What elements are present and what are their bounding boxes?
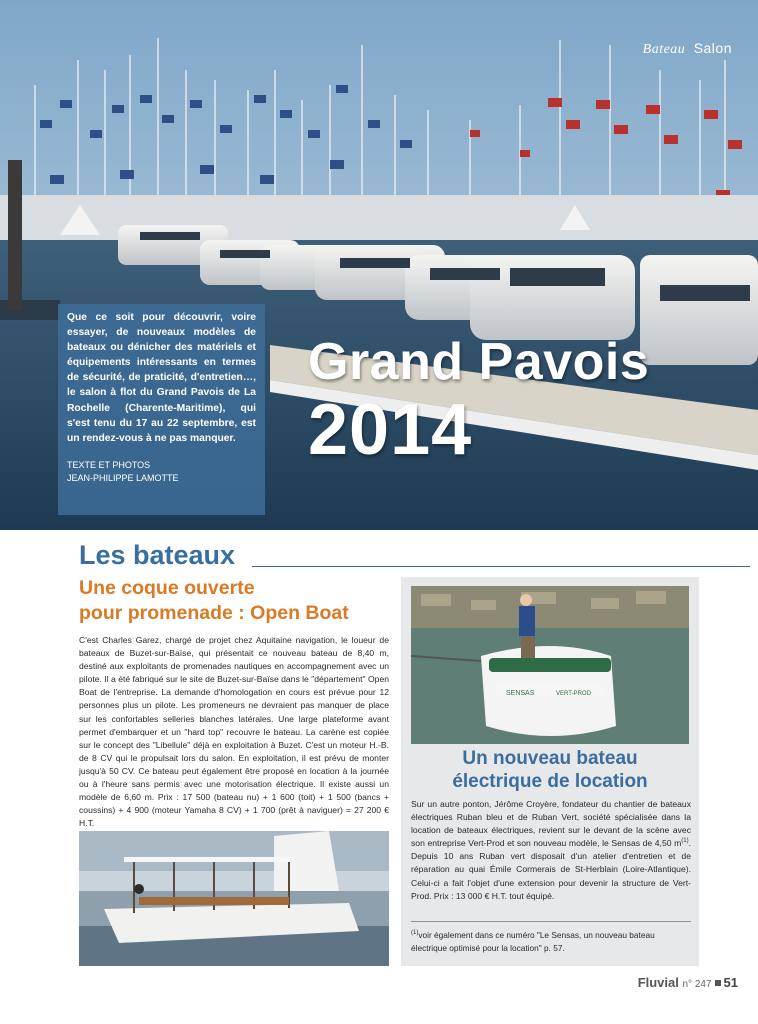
boat-brand-text: VERT-PROD xyxy=(556,691,591,697)
section-name: Salon xyxy=(693,40,732,56)
footnote-text: voir également dans ce numéro "Le Sensas, un nouveau bateau électrique optimisé pour la location" p. 57. xyxy=(411,930,655,953)
sidebar-title-line-2: électrique de location xyxy=(452,771,648,792)
article-body-left: C'est Charles Garez, chargé de projet chez Aquitaine navigation, le loueur de bateaux de Buzet-sur-Baïse, qui présentait ce nouveau bateau de 8,40 m, destiné aux exploitants de promenades nautiques en accompagnement avec un pilote. Il a été fabriqué sur le site de Buzet-sur-Baïse dans le "département" Open Boat de l'entreprise. La demande d'homologation en cours est prévue pour 12 personnes plus un pilote. Les promeneurs ne devraient pas manquer de place sur les confortables selleries blanches latérales. Une large plateforme avant permet d'embarquer et un "hard top" recouvre le bateau. La carène est copiée sur le concept des "Libellule" déjà en exploitation à Buzet. C'est un moteur H.-B. de 8 CV qui le propulsait lors du salon. En exploitation, il est prévu de monter jusqu'à 50 CV. Ce bateau peut également être proposé en location à la journée ou à l'heure sans permis avec une motorisation électrique. Il existe aussi un modèle de 6,60 m. Prix : 17 500 (bateau nu) + 1 600 (toit) + 1 500 (bancs + coussins) + 4 900 (moteur Yamaha 8 CV) + 1 700 (prêt à naviguer) = 27 200 € H.T. xyxy=(79,635,389,829)
open-boat-photo xyxy=(79,831,389,966)
headline-year: 2014 xyxy=(308,390,473,470)
body-right-part-1: Sur un autre ponton, Jérôme Croyère, fondateur du chantier de bateaux électriques Ruban bleu et de Ruban Vert, société spécialisée dans la location de bateaux électriques, revient sur le devant de la scène avec son entreprise Vert-Prod et son nouveau modèle, le Sensas de 4,50 m xyxy=(411,799,691,849)
footer-issue: n° 247 xyxy=(682,979,712,990)
sidebar-title xyxy=(401,747,699,793)
section-label xyxy=(643,40,732,58)
page-number: 51 xyxy=(723,975,738,990)
footer-magazine: Fluvial xyxy=(637,975,679,990)
credits-name: JEAN-PHILIPPE LAMOTTE xyxy=(67,472,179,483)
body-right-part-2: . Depuis 10 ans Ruban vert disposait d'un atelier d'entretien et de réparation au quai Émile Cormerais de St-Herblain (Loire-Atlantique). Celui-ci a fait l'objet d'une extension pour devenir la structure de Vert-Prod. Prix : 13 000 € H.T. tout équipé. xyxy=(411,838,691,901)
article-subtitle xyxy=(79,576,399,626)
headline-title: Grand Pavois xyxy=(308,333,650,391)
footnote xyxy=(411,929,691,955)
credits-label: TEXTE ET PHOTOS xyxy=(67,459,151,470)
footnote-rule xyxy=(411,921,691,922)
page-footer xyxy=(638,975,738,990)
footer-square-icon xyxy=(715,980,721,986)
section-title: Les bateaux xyxy=(79,540,236,570)
magazine-label: Bateau xyxy=(642,42,686,57)
headline xyxy=(308,334,649,468)
footnote-marker: (1) xyxy=(411,930,419,937)
footnote-ref: (1) xyxy=(681,838,689,845)
sidebar-title-line-1: Un nouveau bateau xyxy=(462,748,638,769)
subtitle-line-1: Une coque ouverte xyxy=(79,577,255,599)
intro-box xyxy=(58,304,265,515)
credits xyxy=(67,459,256,485)
boat-name-text: SENSAS xyxy=(506,690,535,697)
subtitle-line-2: pour promenade : Open Boat xyxy=(79,602,349,624)
article-body-right xyxy=(411,798,691,903)
intro-text: Que ce soit pour découvrir, voire essayer, de nouveaux modèles de bateaux ou dénicher des matériels et équipements intéressants en termes de sécurité, de praticité, d'entretien…, le salon à flot du Grand Pavois de La Rochelle (Charente-Maritime), qui s'est tenu du 17 au 22 septembre, est un rendez-vous à ne pas manquer. xyxy=(67,312,256,444)
sensas-boat-photo xyxy=(411,586,689,744)
section-rule xyxy=(252,566,750,567)
